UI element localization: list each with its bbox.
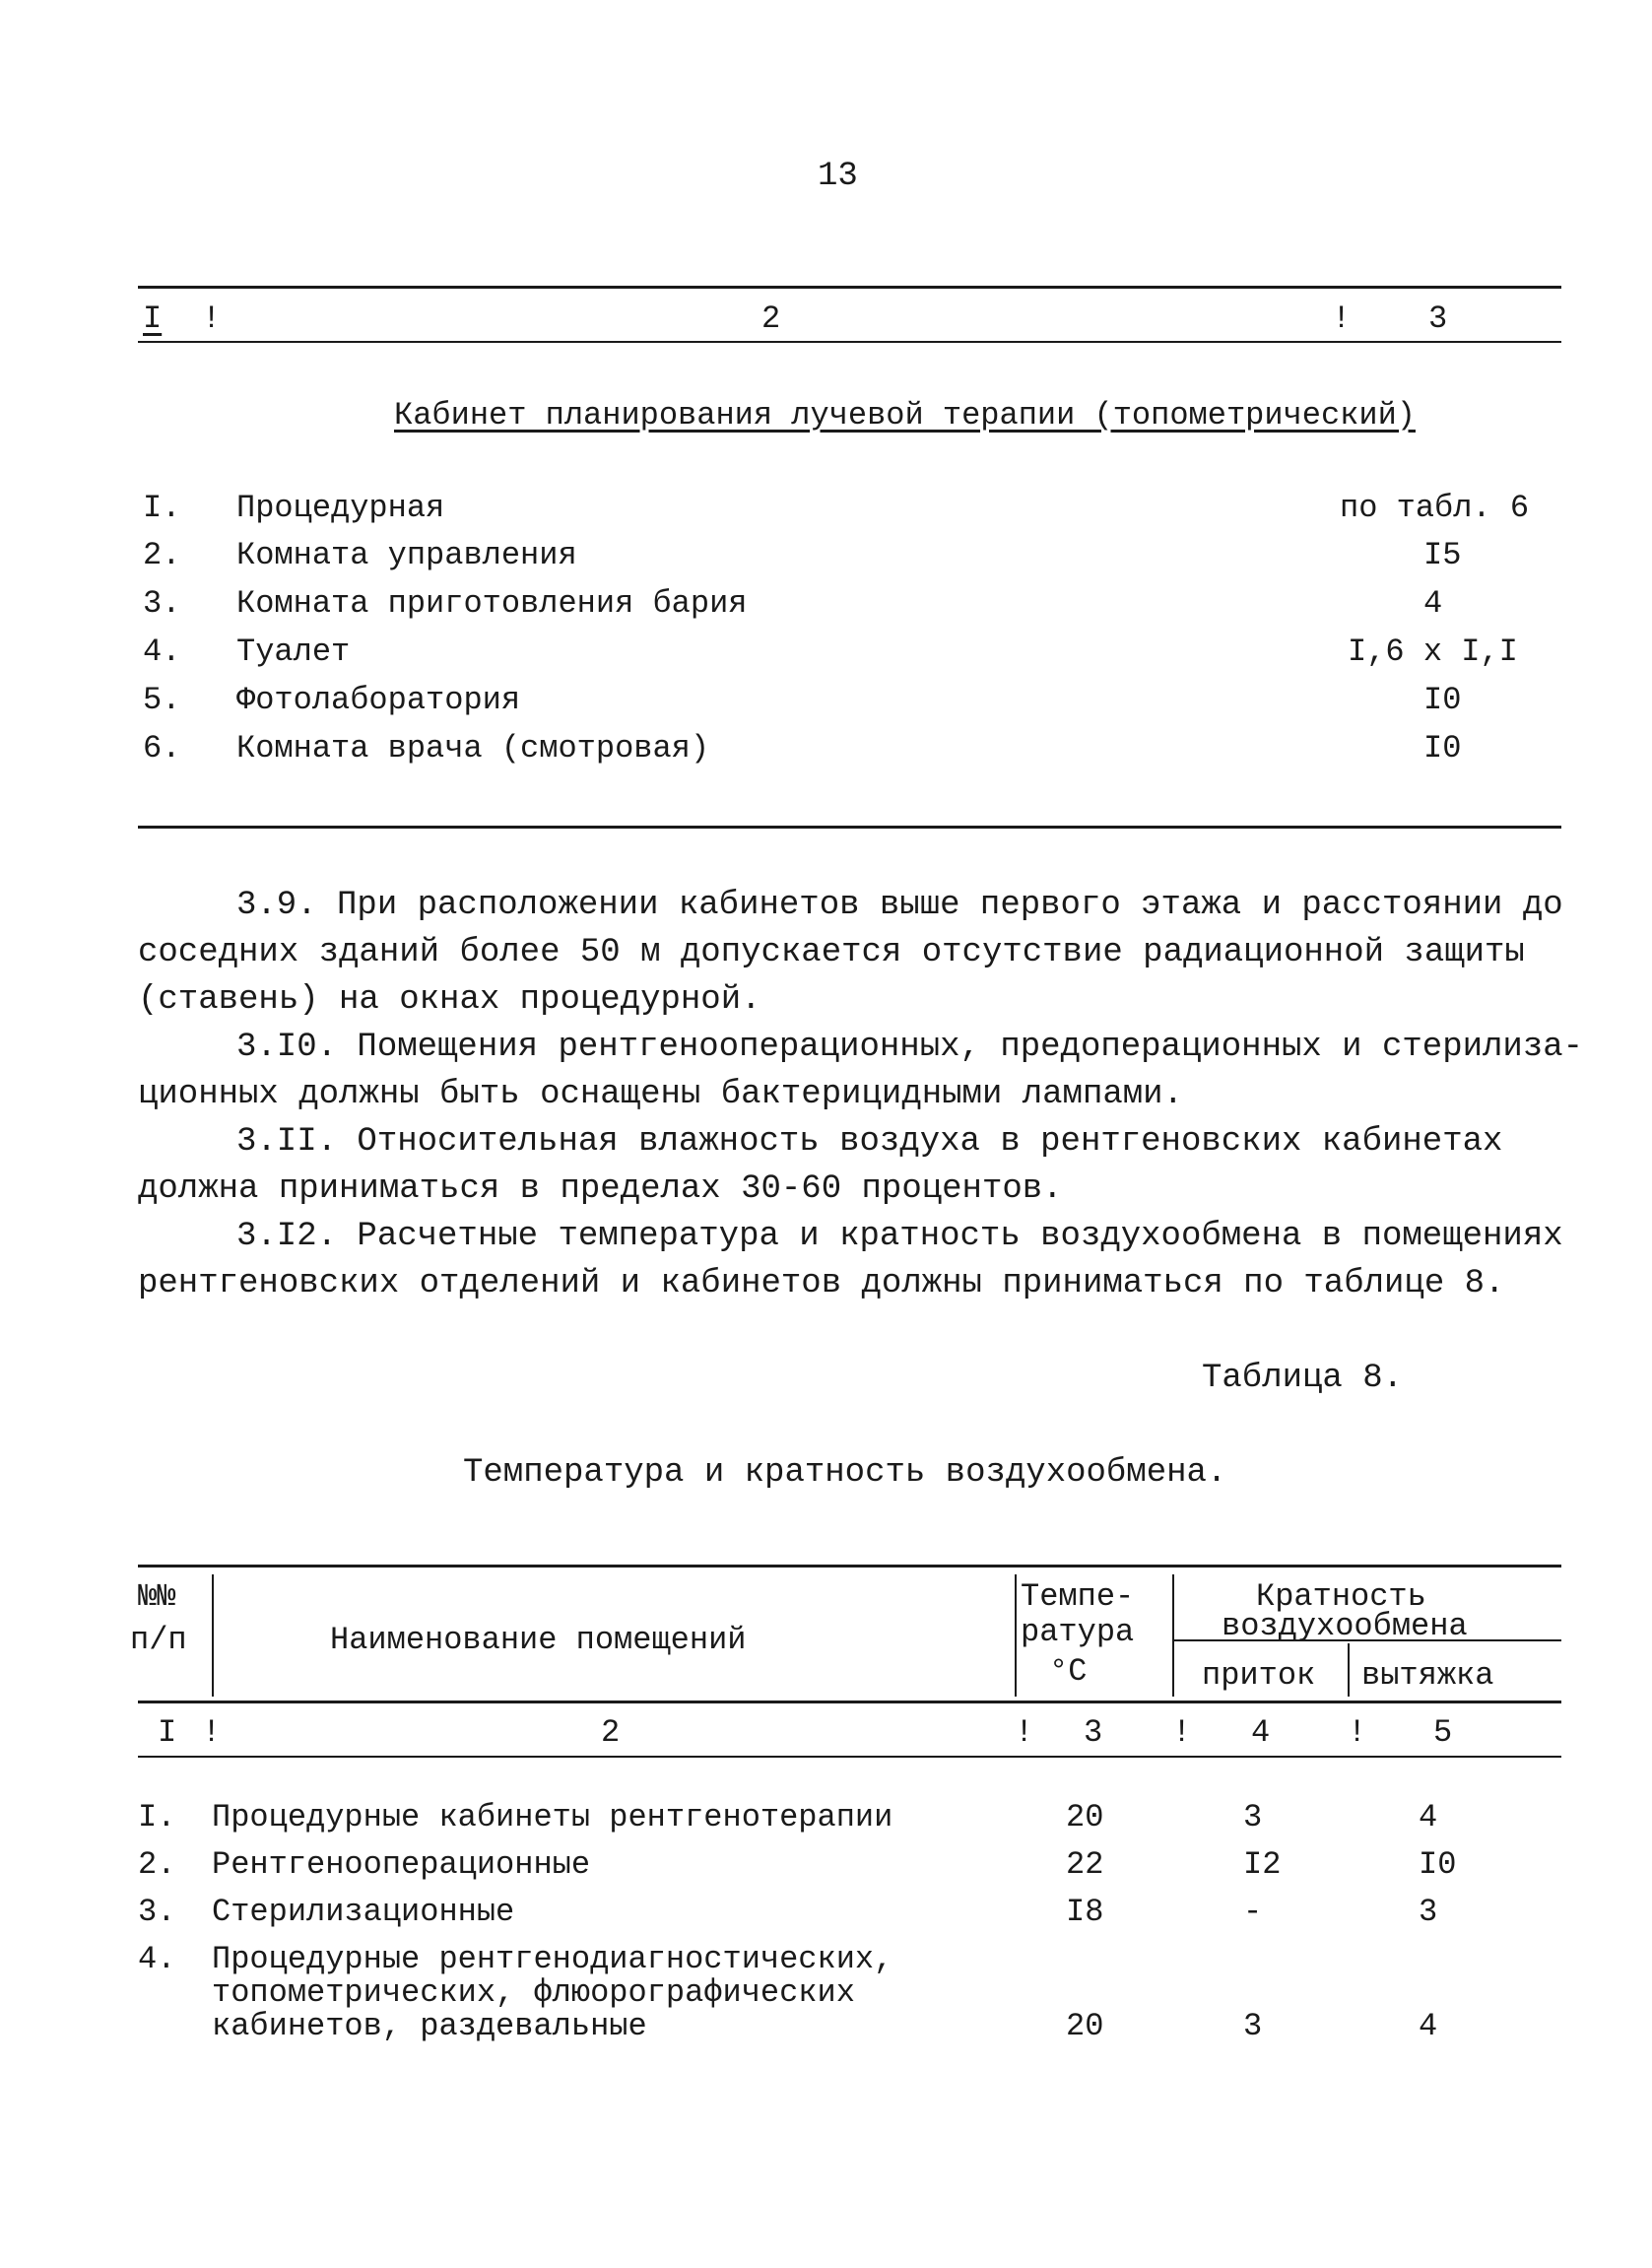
row-exhaust: I0 xyxy=(1419,1846,1457,1883)
room-name: Фотолаборатория xyxy=(236,682,521,718)
room-name: Туалет xyxy=(236,634,351,670)
table-vline xyxy=(1172,1574,1174,1697)
paragraph-line: (ставень) на окнах процедурной. xyxy=(138,981,761,1019)
table-vline xyxy=(1015,1574,1017,1697)
top-rule xyxy=(138,286,1561,289)
room-num: 3. xyxy=(143,585,181,622)
row-exhaust: 4 xyxy=(1419,2008,1438,2044)
row-num: 3. xyxy=(138,1894,176,1930)
header-temp-line2: ратура xyxy=(1021,1614,1135,1650)
col-number: 5 xyxy=(1433,1714,1453,1751)
header-num-line1: №№ xyxy=(138,1578,176,1615)
row-temp: 20 xyxy=(1066,2008,1104,2044)
col-number: 4 xyxy=(1251,1714,1271,1751)
row-num: 2. xyxy=(138,1846,176,1883)
row-name: Рентгенооперационные xyxy=(212,1846,591,1883)
row-exhaust: 3 xyxy=(1419,1894,1438,1930)
row-num: 4. xyxy=(138,1941,176,1977)
room-value: по табл. 6 xyxy=(1340,490,1530,526)
table-top-rule xyxy=(138,1565,1561,1568)
header-exhaust: вытяжка xyxy=(1361,1657,1494,1694)
paragraph-line: 3.II. Относительная влажность воздуха в рентгеновских кабинетах xyxy=(236,1123,1503,1161)
row-supply: 3 xyxy=(1243,2008,1263,2044)
row-exhaust: 4 xyxy=(1419,1799,1438,1835)
header-supply: приток xyxy=(1202,1657,1316,1694)
top-header-rule xyxy=(138,341,1561,343)
room-num: I. xyxy=(143,490,181,526)
row-name: Процедурные рентгенодиагностических, xyxy=(212,1941,893,1977)
row-supply: - xyxy=(1243,1894,1263,1930)
row-supply: 3 xyxy=(1243,1799,1263,1835)
paragraph-line: соседних зданий более 50 м допускается отсутствие радиационной защиты xyxy=(138,934,1525,971)
top-header-col1: I xyxy=(143,300,163,337)
room-value: 4 xyxy=(1423,585,1443,622)
row-name: кабинетов, раздевальные xyxy=(212,2008,647,2044)
header-rate-line2: воздухообмена xyxy=(1222,1608,1468,1644)
room-num: 2. xyxy=(143,537,181,573)
top-header-sep2: ! xyxy=(1332,300,1352,337)
row-temp: 20 xyxy=(1066,1799,1104,1835)
page-number: 13 xyxy=(818,158,858,195)
paragraph-line: 3.I0. Помещения рентгенооперационных, предоперационных и стерилиза- xyxy=(236,1029,1584,1066)
room-num: 6. xyxy=(143,730,181,767)
row-name: Стерилизационные xyxy=(212,1894,515,1930)
paragraph-line: должна приниматься в пределах 30-60 процентов. xyxy=(138,1170,1063,1208)
top-header-sep1: ! xyxy=(202,300,222,337)
room-num: 4. xyxy=(143,634,181,670)
header-temp-line1: Темпе- xyxy=(1021,1578,1135,1615)
row-name: топометрических, флюорографических xyxy=(212,1974,855,2011)
top-header-col2: 2 xyxy=(761,300,781,337)
table-vline xyxy=(1348,1643,1350,1697)
room-name: Комната управления xyxy=(236,537,577,573)
col-number-sep: ! xyxy=(1348,1714,1367,1751)
rooms-end-rule xyxy=(138,826,1561,829)
room-num: 5. xyxy=(143,682,181,718)
header-name: Наименование помещений xyxy=(330,1622,747,1658)
col-number-sep: ! xyxy=(1172,1714,1192,1751)
col-number: 2 xyxy=(601,1714,621,1751)
header-rate-line1: Кратность xyxy=(1256,1578,1426,1615)
room-name: Процедурная xyxy=(236,490,445,526)
section-title: Кабинет планирования лучевой терапии (топометрический) xyxy=(394,397,1416,434)
room-name: Комната приготовления бария xyxy=(236,585,748,622)
row-temp: 22 xyxy=(1066,1846,1104,1883)
room-name: Комната врача (смотровая) xyxy=(236,730,710,767)
room-value: I5 xyxy=(1423,537,1462,573)
row-name: Процедурные кабинеты рентгенотерапии xyxy=(212,1799,893,1835)
row-supply: I2 xyxy=(1243,1846,1282,1883)
table-vline xyxy=(212,1574,214,1697)
row-temp: I8 xyxy=(1066,1894,1104,1930)
row-num: I. xyxy=(138,1799,176,1835)
table-label: Таблица 8. xyxy=(1202,1360,1404,1397)
col-number-sep: ! xyxy=(1015,1714,1034,1751)
col-number: I xyxy=(158,1714,177,1751)
table-header-rule xyxy=(138,1701,1561,1703)
room-value: I0 xyxy=(1423,682,1462,718)
header-num-line2: п/п xyxy=(130,1622,187,1658)
paragraph-line: рентгеновских отделений и кабинетов должны приниматься по таблице 8. xyxy=(138,1265,1505,1302)
col-number: 3 xyxy=(1084,1714,1103,1751)
header-temp-unit: °С xyxy=(1049,1653,1088,1690)
top-header-col3: 3 xyxy=(1428,300,1448,337)
col-number-sep: ! xyxy=(202,1714,222,1751)
table-title: Температура и кратность воздухообмена. xyxy=(463,1454,1227,1492)
paragraph-line: ционных должны быть оснащены бактерицидными лампами. xyxy=(138,1076,1183,1113)
paragraph-line: 3.I2. Расчетные температура и кратность воздухообмена в помещениях xyxy=(236,1218,1563,1255)
room-value: I,6 x I,I xyxy=(1348,634,1518,670)
table-colnum-rule xyxy=(138,1756,1561,1758)
paragraph-line: 3.9. При расположении кабинетов выше первого этажа и расстоянии до xyxy=(236,887,1563,924)
room-value: I0 xyxy=(1423,730,1462,767)
